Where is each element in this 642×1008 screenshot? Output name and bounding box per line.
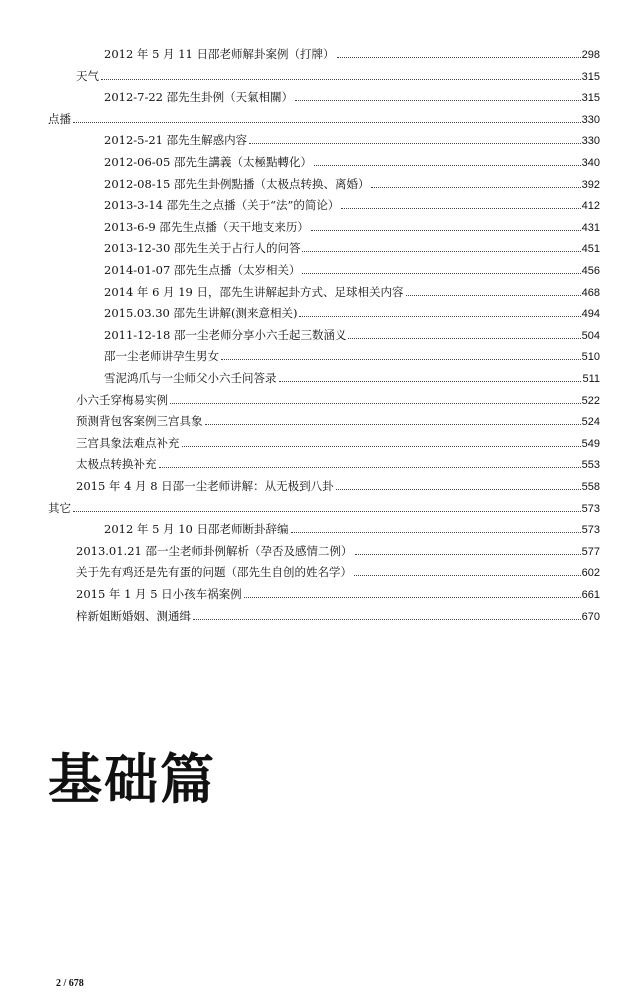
toc-dot-leader bbox=[314, 154, 581, 166]
toc-entry-title: 2015.03.30 邵先生讲解(测来意相关) bbox=[104, 306, 298, 320]
toc-entry[interactable] bbox=[76, 68, 600, 84]
toc-entry[interactable] bbox=[104, 240, 600, 256]
toc-entry-page-number: 573 bbox=[581, 524, 600, 536]
toc-entry-title: 2011-12-18 邵一尘老师分享小六壬起三数涵义 bbox=[104, 328, 347, 342]
toc-entry-page-number: 340 bbox=[581, 157, 600, 169]
toc-entry[interactable] bbox=[104, 305, 600, 321]
toc-dot-leader bbox=[302, 240, 580, 252]
toc-entry-title: 2014-01-07 邵先生点播（太岁相关） bbox=[104, 263, 301, 277]
toc-dot-leader bbox=[279, 370, 582, 382]
toc-entry[interactable] bbox=[104, 176, 600, 192]
toc-dot-leader bbox=[311, 219, 581, 231]
toc-entry-page-number: 510 bbox=[581, 351, 600, 363]
toc-entry-page-number: 412 bbox=[581, 200, 600, 212]
toc-entry-title: 2014 年 6 月 19 日，邵先生讲解起卦方式、足球相关内容 bbox=[104, 285, 404, 299]
toc-dot-leader bbox=[355, 543, 581, 555]
toc-entry-page-number: 431 bbox=[581, 222, 600, 234]
toc-dot-leader bbox=[371, 176, 580, 188]
total-page-count: 678 bbox=[68, 978, 84, 989]
toc-dot-leader bbox=[299, 305, 580, 317]
toc-entry-title: 关于先有鸡还是先有蛋的问题（邵先生自创的姓名学） bbox=[76, 565, 352, 579]
toc-entry-title: 2013.01.21 邵一尘老师卦例解析（孕否及感情二例） bbox=[76, 544, 353, 558]
toc-entry-title: 其它 bbox=[48, 501, 71, 515]
toc-entry[interactable] bbox=[104, 327, 600, 343]
toc-entry-title: 雪泥鸿爪与一尘师父小六壬问答录 bbox=[104, 371, 277, 385]
toc-dot-leader bbox=[159, 456, 581, 468]
toc-entry-page-number: 573 bbox=[581, 503, 600, 515]
toc-entry[interactable] bbox=[104, 219, 600, 235]
toc-entry-page-number: 330 bbox=[581, 135, 600, 147]
toc-entry[interactable] bbox=[104, 46, 600, 62]
toc-entry-title: 2012 年 5 月 11 日邵老师解卦案例（打牌） bbox=[104, 47, 335, 61]
section-heading: 基础篇 bbox=[48, 748, 216, 811]
toc-entry[interactable] bbox=[104, 262, 600, 278]
toc-entry-title: 2015 年 4 月 8 日邵一尘老师讲解：从无极到八卦 bbox=[76, 479, 334, 493]
toc-dot-leader bbox=[295, 89, 580, 101]
toc-dot-leader bbox=[406, 284, 581, 296]
toc-entry-page-number: 553 bbox=[581, 459, 600, 471]
toc-entry-page-number: 392 bbox=[581, 179, 600, 191]
toc-entry[interactable] bbox=[104, 521, 600, 537]
toc-entry-title: 点播 bbox=[48, 112, 71, 126]
toc-entry[interactable] bbox=[76, 413, 600, 429]
toc-dot-leader bbox=[348, 327, 580, 339]
toc-entry-page-number: 468 bbox=[581, 287, 600, 299]
toc-entry-title: 天气 bbox=[76, 69, 99, 83]
toc-entry[interactable] bbox=[104, 132, 600, 148]
toc-entry-page-number: 298 bbox=[581, 49, 600, 61]
toc-entry-title: 2015 年 1 月 5 日小孩车祸案例 bbox=[76, 587, 242, 601]
toc-dot-leader bbox=[354, 564, 581, 576]
toc-dot-leader bbox=[182, 435, 581, 447]
toc-entry[interactable] bbox=[76, 608, 600, 624]
toc-dot-leader bbox=[193, 608, 581, 620]
toc-entry[interactable] bbox=[104, 370, 600, 386]
toc-entry[interactable] bbox=[48, 111, 600, 127]
toc-entry-page-number: 549 bbox=[581, 438, 600, 450]
toc-entry[interactable] bbox=[48, 500, 600, 516]
toc-entry-page-number: 661 bbox=[581, 589, 600, 601]
toc-entry-page-number: 504 bbox=[581, 330, 600, 342]
toc-entry[interactable] bbox=[76, 392, 600, 408]
toc-dot-leader bbox=[221, 348, 581, 360]
toc-entry[interactable] bbox=[104, 154, 600, 170]
toc-entry[interactable] bbox=[76, 586, 600, 602]
toc-entry-title: 2012-08-15 邵先生卦例點播（太极点转换、离婚） bbox=[104, 177, 370, 191]
toc-entry[interactable] bbox=[104, 89, 600, 105]
toc-entry-title: 预测背包客案例三宫具象 bbox=[76, 414, 203, 428]
toc-dot-leader bbox=[205, 413, 581, 425]
toc-entry-title: 三宫具象法难点补充 bbox=[76, 436, 180, 450]
toc-entry-title: 邵一尘老师讲孕生男女 bbox=[104, 349, 219, 363]
toc-entry-title: 小六壬穿梅易实例 bbox=[76, 393, 168, 407]
toc-dot-leader bbox=[336, 478, 581, 490]
toc-dot-leader bbox=[302, 262, 580, 274]
toc-dot-leader bbox=[341, 197, 580, 209]
toc-entry-title: 2013-6-9 邵先生点播（天干地支来历） bbox=[104, 220, 309, 234]
toc-dot-leader bbox=[73, 500, 581, 512]
current-page-number: 2 bbox=[56, 978, 61, 989]
toc-entry-title: 2012-06-05 邵先生講義（太極點轉化） bbox=[104, 155, 312, 169]
toc-entry-page-number: 558 bbox=[581, 481, 600, 493]
toc-entry[interactable] bbox=[104, 348, 600, 364]
page-number-footer bbox=[56, 978, 84, 989]
toc-entry-page-number: 451 bbox=[581, 243, 600, 255]
toc-entry-title: 2013-3-14 邵先生之点播（关于“法”的简论） bbox=[104, 198, 340, 212]
toc-entry-page-number: 315 bbox=[581, 92, 600, 104]
toc-entry-page-number: 577 bbox=[581, 546, 600, 558]
toc-entry-title: 2012-5-21 邵先生解惑内容 bbox=[104, 133, 248, 147]
toc-entry-title: 2013-12-30 邵先生关于占行人的问答 bbox=[104, 241, 301, 255]
toc-entry-page-number: 522 bbox=[581, 395, 600, 407]
page-separator: / bbox=[61, 978, 69, 989]
toc-entry-page-number: 315 bbox=[581, 71, 600, 83]
toc-dot-leader bbox=[101, 68, 581, 80]
toc-entry[interactable] bbox=[104, 284, 600, 300]
toc-entry[interactable] bbox=[76, 478, 600, 494]
toc-entry-page-number: 524 bbox=[581, 416, 600, 428]
toc-entry-page-number: 602 bbox=[581, 567, 600, 579]
toc-entry-page-number: 494 bbox=[581, 308, 600, 320]
toc-dot-leader bbox=[291, 521, 581, 533]
toc-dot-leader bbox=[249, 132, 580, 144]
toc-dot-leader bbox=[73, 111, 581, 123]
toc-dot-leader bbox=[170, 392, 581, 404]
toc-entry-title: 梓新姐断婚姻、测通缉 bbox=[76, 609, 191, 623]
toc-entry[interactable] bbox=[76, 564, 600, 580]
toc-entry-page-number: 511 bbox=[582, 373, 600, 385]
toc-dot-leader bbox=[337, 46, 581, 58]
toc-entry[interactable] bbox=[104, 197, 600, 213]
toc-entry-page-number: 670 bbox=[581, 611, 600, 623]
toc-entry[interactable] bbox=[76, 543, 600, 559]
toc-entry-page-number: 456 bbox=[581, 265, 600, 277]
toc-entry[interactable] bbox=[76, 456, 600, 472]
toc-entry-title: 2012-7-22 邵先生卦例（天氣相關） bbox=[104, 90, 294, 104]
toc-entry[interactable] bbox=[76, 435, 600, 451]
toc-entry-page-number: 330 bbox=[581, 114, 600, 126]
toc-dot-leader bbox=[244, 586, 581, 598]
toc-entry-title: 太极点转换补充 bbox=[76, 457, 157, 471]
toc-entry-title: 2012 年 5 月 10 日邵老师断卦辞编 bbox=[104, 522, 289, 536]
